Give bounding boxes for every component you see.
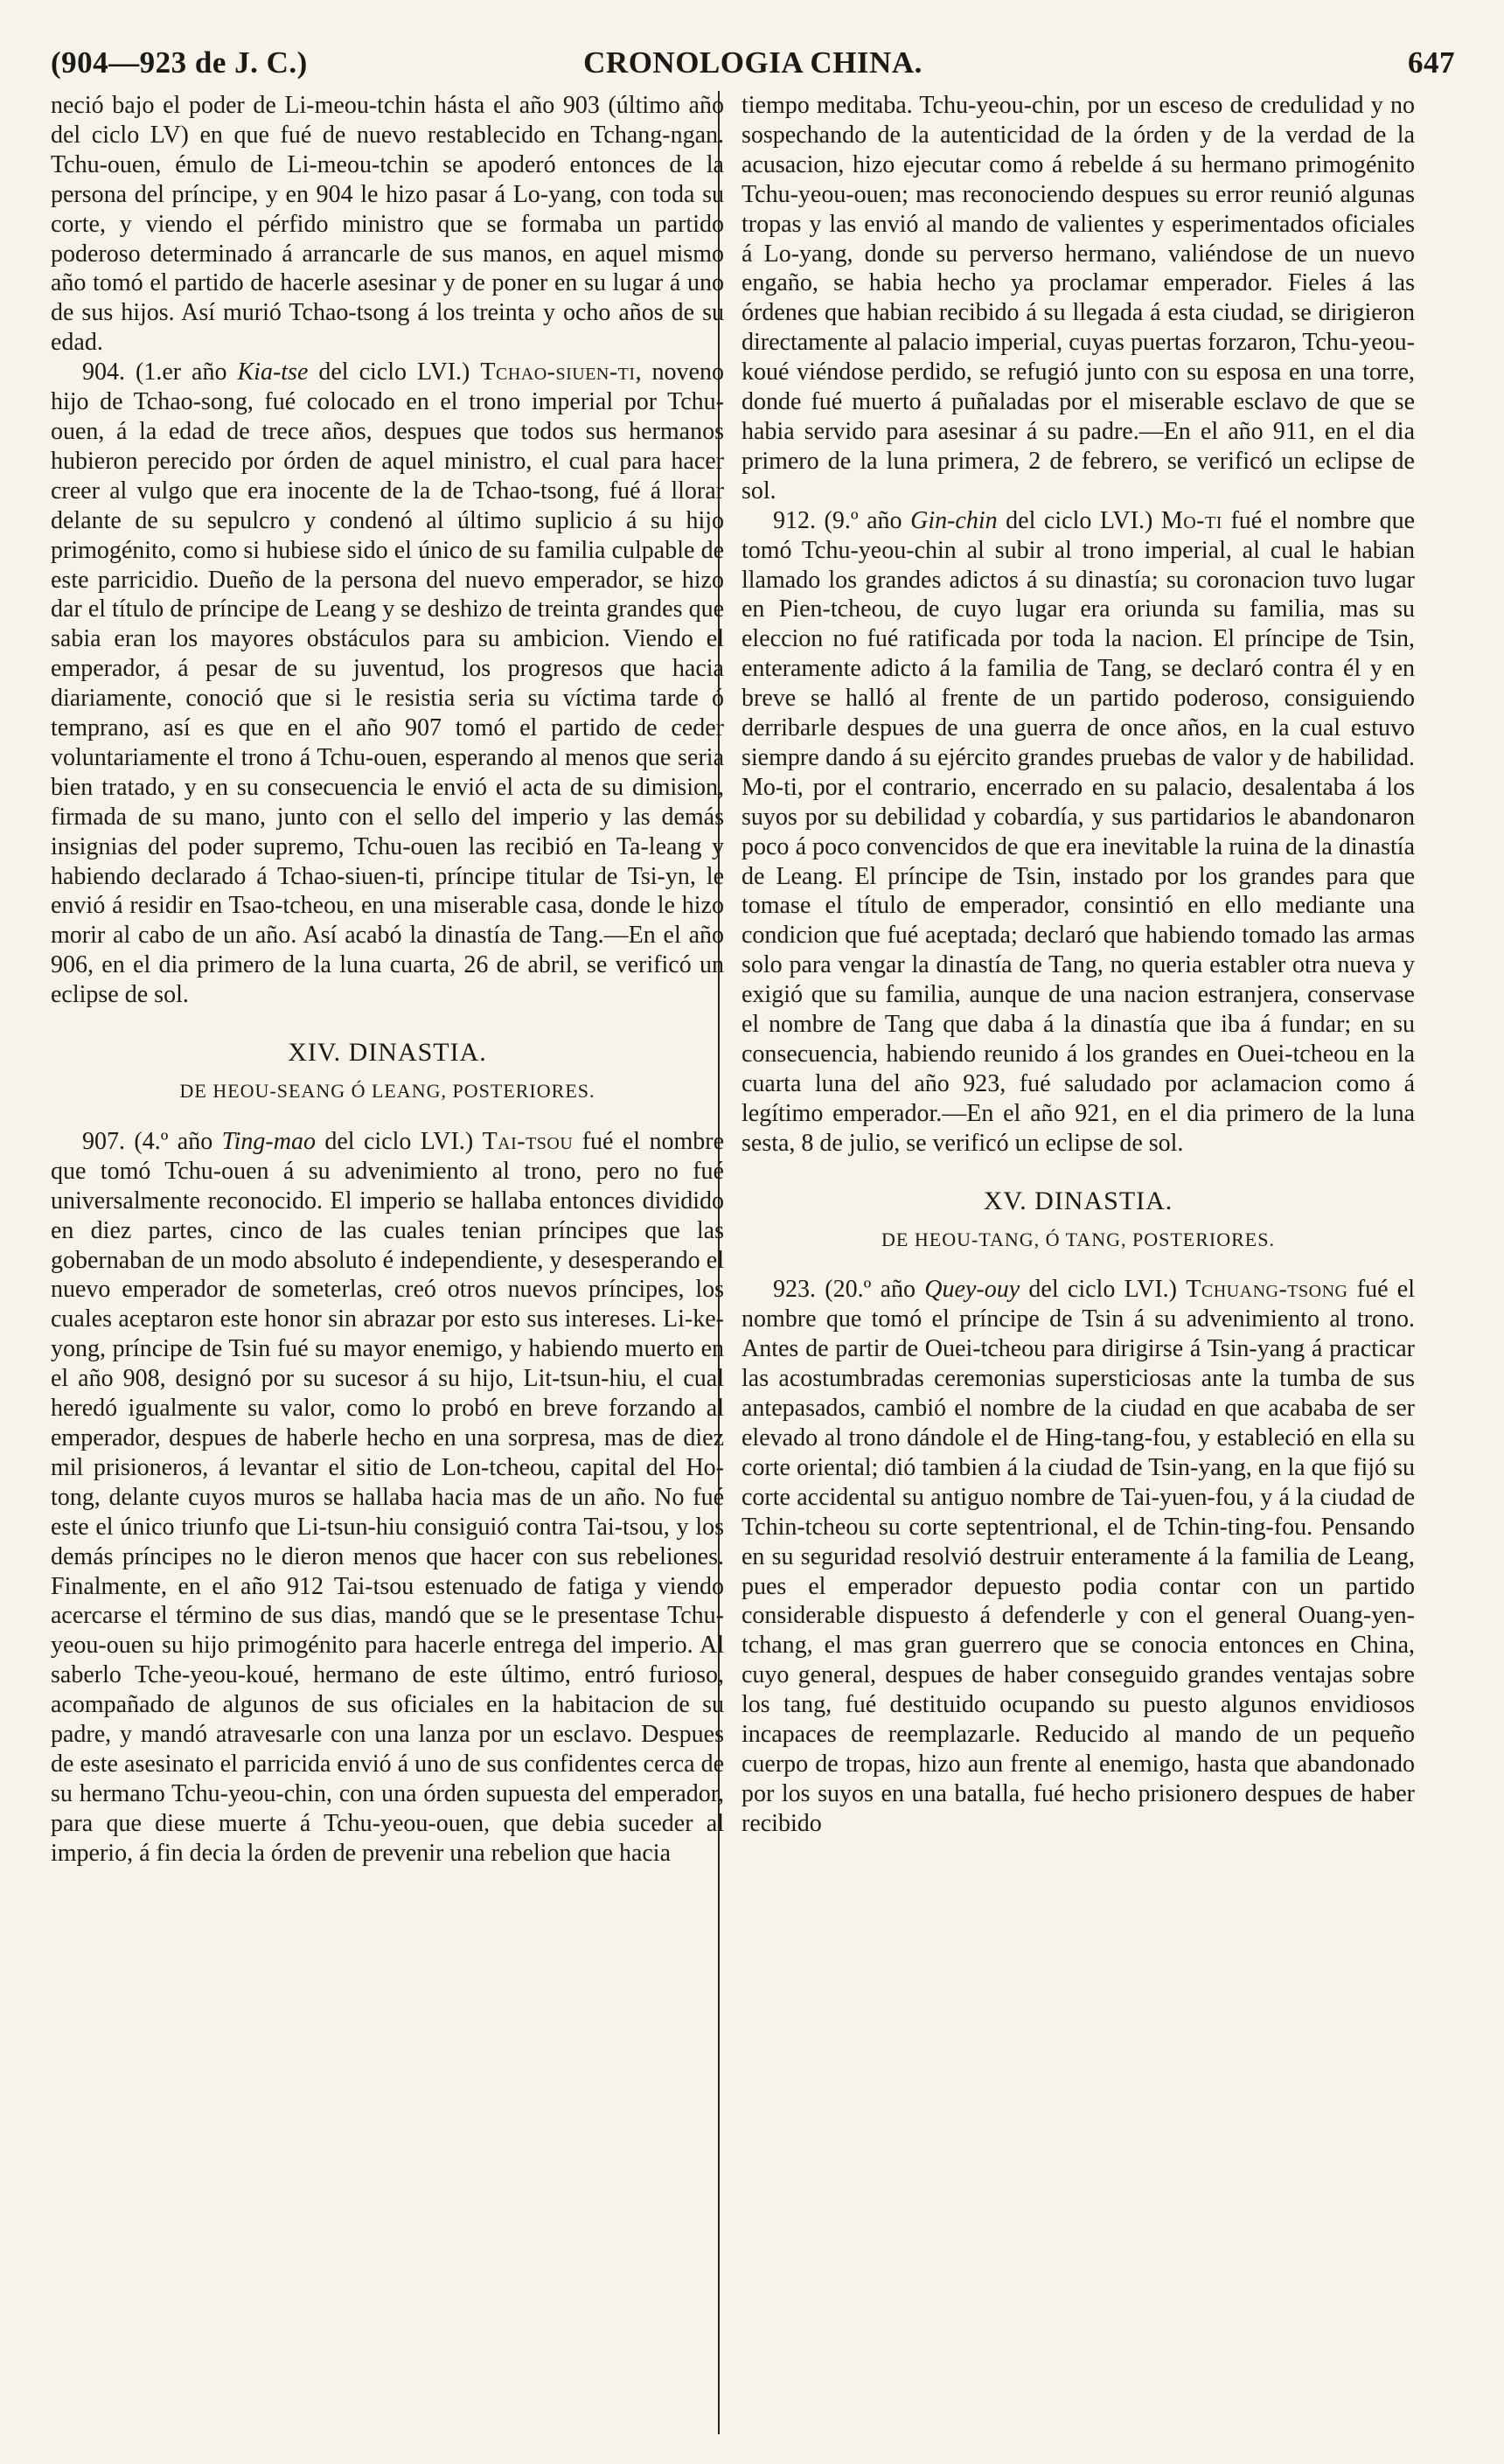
entry-body: fué el nombre que tomó el príncipe de Tsin á su advenimiento al trono. Antes de partir de Ouei-tcheou para dirigirse á Tsin-yang á practicar las acostumbradas ceremonias supersticiosas ante la tumba de sus antepasados, cambió el nombre de la ciudad en que acababa de ser elevado al trono dándole el de Hing-tang-fou, y estableció en ella su corte oriental; dió tambien á la ciudad de Tsin-yang, en la que fijó su corte accidental su antiguo nombre de Tai-yuen-fou, y á la ciudad de Tchin-tcheou su corte septentrional, el de Tchin-ting-fou. Pensando en su seguridad resolvió destruir enteramente á la familia de Leang, pues el emperador depuesto podia contar con un partido considerable dispuesto á defenderle y con el general Ouang-yen-tchang, el mas gran guerrero que se conocia entonces en China, cuyo general, despues de haber conseguido grandes ventajas sobre los tang, fué destituido ocupando su puesto algunos envidiosos incapaces de reemplazarle. Reducido al mando de un pequeño cuerpo de tropas, hizo aun frente al enemigo, hasta que abandonado por los suyos en una batalla, fué hecho prisionero despues de haber recibido <box>742 1276 1415 1837</box>
dynasty-title: XIV. DINASTIA. <box>288 1038 487 1068</box>
entry-907 <box>51 1127 724 1869</box>
emperor-name: Tchao-siuen-ti <box>480 358 636 386</box>
entry-912 <box>742 506 1415 1159</box>
paragraph-continued: tiempo meditaba. Tchu-yeou-chin, por un esceso de credulidad y no sospechando de la autenticidad de la órden y de la verdad de la acusacion, hizo ejecutar como á rebelde á su hermano primogénito Tchu-yeou-ouen; mas reconociendo despues su error reunió algunas tropas y las envió al mando de valientes y esperimentados oficiales á Lo-yang, donde su perverso hermano, valiéndose de un nuevo engaño, se habia hecho ya proclamar emperador. Fieles á las órdenes que habian recibido á su llegada á esta ciudad, se dirigieron directamente al palacio imperial, cuyas puertas forzaron, Tchu-yeou-koué viéndose perdido, se refugió junto con su esposa en una torre, donde fué muerto á puñaladas por el miserable esclavo de que se habia servido para asesinar á su padre.—En el año 911, en el dia primero de la luna primera, 2 de febrero, se verificó un eclipse de sol. <box>742 92 1415 505</box>
entry-lead: 912. (9.º año <box>773 506 911 534</box>
left-column <box>51 91 724 1869</box>
dynasty-subtitle: DE HEOU-TANG, Ó TANG, POSTERIORES. <box>881 1228 1275 1250</box>
cycle-name: Gin-chin <box>910 506 998 534</box>
dynasty-title: XV. DINASTIA. <box>983 1186 1173 1215</box>
running-title: CRONOLOGIA CHINA. <box>583 45 923 80</box>
entry-lead: 904. (1.er año <box>82 358 238 386</box>
cycle-name: Quey-ouy <box>924 1276 1020 1304</box>
page-number: 647 <box>1408 45 1455 80</box>
dynasty-subtitle: DE HEOU-SEANG Ó LEANG, POSTERIORES. <box>179 1080 595 1102</box>
entry-923 <box>742 1275 1415 1838</box>
cycle-name: Kia-tse <box>237 358 309 386</box>
right-column <box>742 91 1415 1839</box>
entry-lead: 907. (4.º año <box>82 1127 222 1155</box>
emperor-name: Mo-ti <box>1160 506 1222 534</box>
entry-mid: del ciclo LVI.) <box>315 1127 483 1155</box>
paragraph-continued: neció bajo el poder de Li-meou-tchin hásta el año 903 (último año del ciclo LV) en que fué de nuevo restablecido en Tchang-ngan. Tchu-ouen, émulo de Li-meou-tchin se apoderó entonces de la persona del príncipe, y en 904 le hizo pasar á Lo-yang, con toda su corte, y viendo el pérfido ministro que se formaba un partido poderoso determinado á arrancarle de sus manos, en aquel mismo año tomó el partido de hacerle asesinar y de poner en su lugar á uno de sus hijos. Así murió Tchao-tsong á los treinta y ocho años de su edad. <box>51 92 724 357</box>
cycle-name: Ting-mao <box>221 1127 316 1155</box>
entry-904 <box>51 358 724 1010</box>
entry-body: fué el nombre que tomó Tchu-ouen á su advenimiento al trono, pero no fué universalmente reconocido. El imperio se hallaba entonces dividido en diez partes, cinco de las cuales tenian príncipes que las gobernaban de un modo absoluto é independiente, y desesperando el nuevo emperador de someterlas, creó otros nuevos príncipes, los cuales aceptaron este honor sin abrazar por esto sus intereses. Li-ke-yong, príncipe de Tsin fué su mayor enemigo, y habiendo muerto en el año 908, designó por su sucesor á su hijo, Lit-tsun-hiu, el cual heredó igualmente su valor, como lo probó en breve forzando al emperador, despues de haberle hecho en una sorpresa, mas de diez mil prisioneros, á levantar el sitio de Lon-tcheou, capital del Ho-tong, delante cuyos muros se hallaba hacia mas de un año. No fué este el único triunfo que Li-tsun-hiu consiguió contra Tai-tsou, y los demás príncipes no le dieron menos que hacer con sus rebeliones. Finalmente, en el año 912 Tai-tsou estenuado de fatiga y viendo acercarse el término de sus dias, mandó que se le presentase Tchu-yeou-ouen su hijo primogénito para hacerle entrega del imperio. Al saberlo Tche-yeou-koué, hermano de este último, entró furioso, acompañado de algunos de sus oficiales en la habitacion de su padre, y mandó atravesarle con una lanza por un esclavo. Despues de este asesinato el parricida envió á uno de sus confidentes cerca de su hermano Tchu-yeou-chin, con una órden supuesta del emperador, para que diese muerte á Tchu-yeou-ouen, que debia suceder al imperio, á fin decia la órden de prevenir una rebelion que hacia <box>51 1127 724 1867</box>
entry-body: fué el nombre que tomó Tchu-yeou-chin al subir al trono imperial, al cual le habian llamado los grandes adictos á su dinastía; su coronacion tuvo lugar en Pien-tcheou, de cuyo lugar era oriunda su familia, mas su eleccion no fué ratificada por toda la nacion. El príncipe de Tsin, enteramente adicto á la familia de Tang, se declaró contra él y en breve se halló al frente de un partido poderoso, consiguiendo derribarle despues de una guerra de once años, en la cual estuvo siempre dando á su ejército grandes pruebas de valor y de habilidad. Mo-ti, por el contrario, encerrado en su palacio, desalentaba á los suyos por su debilidad y cobardía, y sus partidarios le abandonaron poco á poco convencidos de que era inevitable la ruina de la dinastía de Leang. El príncipe de Tsin, instado por los grandes para que tomase el título de emperador, consintió en ello mediante una condicion que fué aceptada; declaró que habiendo tomado las armas solo para vengar la dinastía de Tang, no queria establer otra nueva y exigió que su familia, aunque de una nacion estranjera, conservase el nombre de Tang que daba á la dinastía que iba á fundar; en su consecuencia, habiendo reunido á los grandes en Ouei-tcheou en la cuarta luna del año 923, fué saludado por aclamacion como á legítimo emperador.—En el año 921, en el dia primero de la luna sesta, 8 de julio, se verificó un eclipse de sol. <box>742 506 1416 1157</box>
emperor-name: Tai-tsou <box>482 1127 574 1155</box>
entry-mid: del ciclo LVI.) <box>997 506 1161 534</box>
emperor-name: Tchuang-tsong <box>1186 1276 1348 1304</box>
date-range: (904—923 de J. C.) <box>51 45 308 80</box>
entry-body: , noveno hijo de Tchao-song, fué colocado en el trono imperial por Tchu-ouen, á la edad de trece años, despues que todos sus hermanos hubieron perecido por órden de aquel ministro, el cual para hacer creer al vulgo que era inocente de la de Tchao-tsong, fué á llorar delante de su sepulcro y condenó al último suplicio á su hijo primogénito, como si hubiese sido el único de su familia culpable de este parricidio. Dueño de la persona del nuevo emperador, se hizo dar el título de príncipe de Leang y se deshizo de treinta grandes que sabia eran los mayores obstáculos para su ambicion. Viendo el emperador, á pesar de su juventud, los progresos que hacia diariamente, conoció que si le resistia seria su víctima tarde ó temprano, así es que en el año 907 tomó el partido de ceder voluntariamente el trono á Tchu-ouen, esperando al menos que seria bien tratado, y en su consecuencia le envió el acta de su dimision, firmada de su mano, junto con el sello del imperio y las demás insignias del poder supremo, Tchu-ouen las recibió en Ta-leang y habiendo declarado á Tchao-siuen-ti, príncipe titular de Tsi-yn, le envió á residir en Tsao-tcheou, en una miserable casa, donde le hizo morir al cabo de un año. Así acabó la dinastía de Tang.—En el año 906, en el dia primero de la luna cuarta, 26 de abril, se verificó un eclipse de sol. <box>51 358 724 1009</box>
entry-mid: del ciclo LVI.) <box>1020 1276 1187 1304</box>
entry-mid: del ciclo LVI.) <box>308 358 481 386</box>
entry-lead: 923. (20.º año <box>773 1276 925 1304</box>
page-header <box>51 45 1455 98</box>
